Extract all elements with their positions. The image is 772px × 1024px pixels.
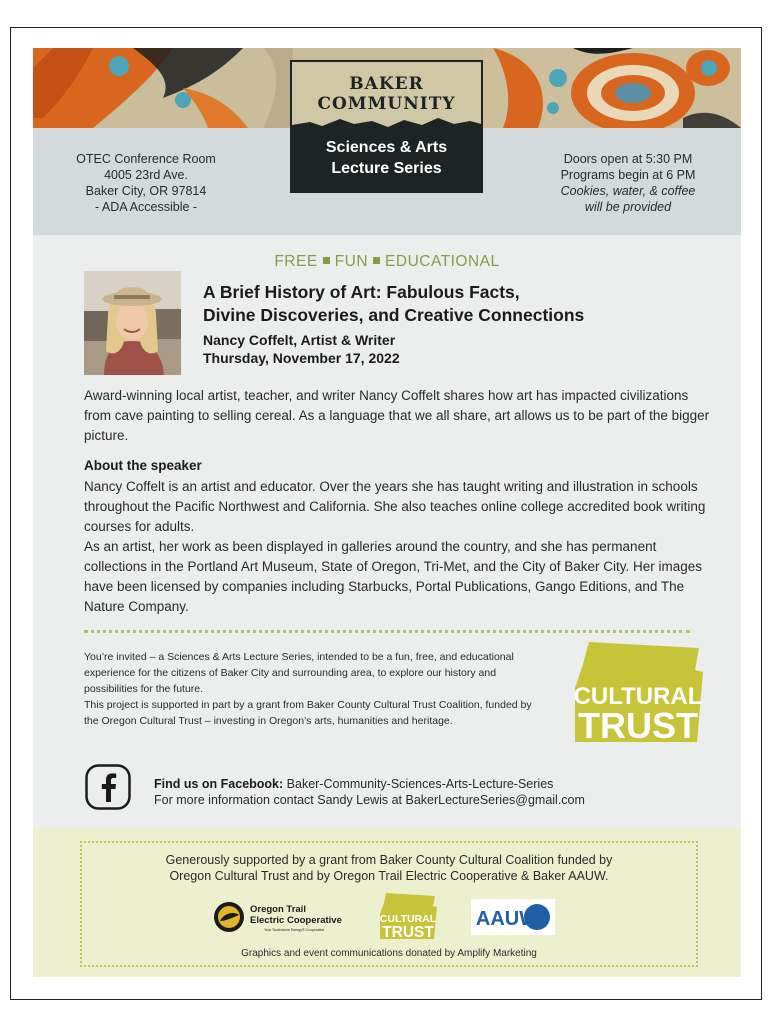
venue-room: OTEC Conference Room — [76, 152, 216, 166]
venue-street: 4005 23rd Ave. — [104, 168, 188, 182]
logo-community: COMMUNITY — [317, 94, 456, 114]
sponsor-intro — [82, 852, 696, 884]
logo-sciences-arts: Sciences & Arts — [325, 139, 448, 156]
speaker-info — [203, 331, 723, 367]
cultural-trust-small-logo — [378, 893, 438, 940]
lecture-description: Award-winning local artist, teacher, and writer Nancy Coffelt shares how art has impacted civilizations from cave painting to selling cereal. As a language that we all share, art allows us to be part of the bigger picture. — [84, 388, 710, 443]
square-bullet-icon — [323, 257, 330, 264]
speaker-name: Nancy Coffelt, Artist & Writer — [203, 332, 396, 348]
logo-lecture-series: Lecture Series — [331, 160, 442, 177]
lecture-title — [203, 281, 723, 327]
schedule-info — [543, 151, 713, 215]
cultural-small-word: CULTURAL — [379, 913, 437, 925]
about-para1: Nancy Coffelt is an artist and educator. Over the years she has taught writing and illustration in schools throughout the Pacific Northwest and California. She also teaches online college accredited book writing courses for adults. — [84, 479, 706, 534]
invite-text — [84, 649, 532, 729]
mountain-silhouette-icon — [292, 116, 483, 132]
doors-open: Doors open at 5:30 PM — [563, 152, 693, 166]
more-info-line: For more information contact Sandy Lewis at BakerLectureSeries@gmail.com — [154, 793, 585, 807]
invite-para2: This project is supported in part by a grant from Baker County Cultural Trust Coalition, funded by the Oregon Cultural Trust – investing in Oregon’s arts, humanities and heritage. — [84, 699, 532, 727]
facebook-line — [154, 776, 694, 792]
dotted-divider — [84, 630, 690, 633]
about-body — [84, 477, 714, 617]
flyer-frame — [10, 27, 762, 1000]
tagline-fun: FUN — [334, 253, 369, 270]
otec-tagline: Your Touchstone Energy® Cooperative — [264, 928, 325, 932]
tagline-educational: EDUCATIONAL — [385, 253, 500, 270]
speaker-portrait-image — [84, 271, 181, 375]
cultural-word: CULTURAL — [573, 683, 703, 710]
facebook-label: Find us on Facebook: — [154, 777, 284, 791]
trust-word: TRUST — [578, 705, 698, 744]
tagline-free: FREE — [274, 253, 318, 270]
speaker-photo — [84, 271, 181, 375]
venue-city: Baker City, OR 97814 — [85, 184, 207, 198]
sponsor-line2: Oregon Cultural Trust and by Oregon Trail Electric Cooperative & Baker AAUW. — [169, 869, 609, 883]
facebook-page-link[interactable]: Baker-Community-Sciences-Arts-Lecture-Series — [286, 777, 554, 791]
lecture-title-line2: Divine Discoveries, and Creative Connections — [203, 305, 585, 325]
facebook-icon[interactable] — [85, 764, 131, 810]
logo-bottom — [292, 130, 481, 193]
trust-small-word: TRUST — [382, 924, 434, 940]
about-heading: About the speaker — [84, 458, 202, 473]
series-logo — [290, 60, 483, 193]
aauw-logo — [471, 899, 555, 935]
programs-begin: Programs begin at 6 PM — [560, 168, 696, 182]
contact-info — [154, 776, 694, 808]
logo-baker: BAKER — [349, 74, 424, 94]
sponsor-line1: Generously supported by a grant from Baker County Cultural Coalition funded by — [165, 853, 613, 867]
cultural-trust-logo — [571, 642, 705, 744]
otec-logo — [212, 899, 352, 935]
venue-info — [61, 151, 231, 215]
square-bullet-icon — [373, 257, 380, 264]
sponsor-footer — [33, 828, 741, 977]
refreshments-line1: Cookies, water, & coffee — [560, 184, 696, 198]
aauw-text: AAUW — [475, 908, 539, 930]
credit-line: Graphics and event communications donated by Amplify Marketing — [241, 948, 537, 959]
sponsor-box — [80, 841, 698, 967]
flyer-sheet — [33, 48, 741, 977]
otec-name-line1: Oregon Trail — [250, 904, 306, 915]
otec-name-line2: Electric Cooperative — [250, 915, 342, 926]
about-para2: As an artist, her work as been displayed in galleries around the country, and she has permanent collections in the Portland Art Museum, State of Oregon, Tri-Met, and the City of Baker City. Her images have been licensed by companies including Starbucks, Portal Publications, Gango Editions, and The Nature Company. — [84, 539, 703, 614]
venue-access: - ADA Accessible - — [94, 200, 198, 214]
invite-para1: You’re invited – a Sciences & Arts Lecture Series, intended to be a fun, free, and educational experience for the citizens of Baker City and surrounding area, to explore our history and possibilities for the future. — [84, 651, 514, 695]
lecture-date: Thursday, November 17, 2022 — [203, 350, 400, 366]
tagline — [253, 253, 521, 271]
lecture-title-line1: A Brief History of Art: Fabulous Facts, — [203, 282, 520, 302]
refreshments-line2: will be provided — [584, 200, 672, 214]
